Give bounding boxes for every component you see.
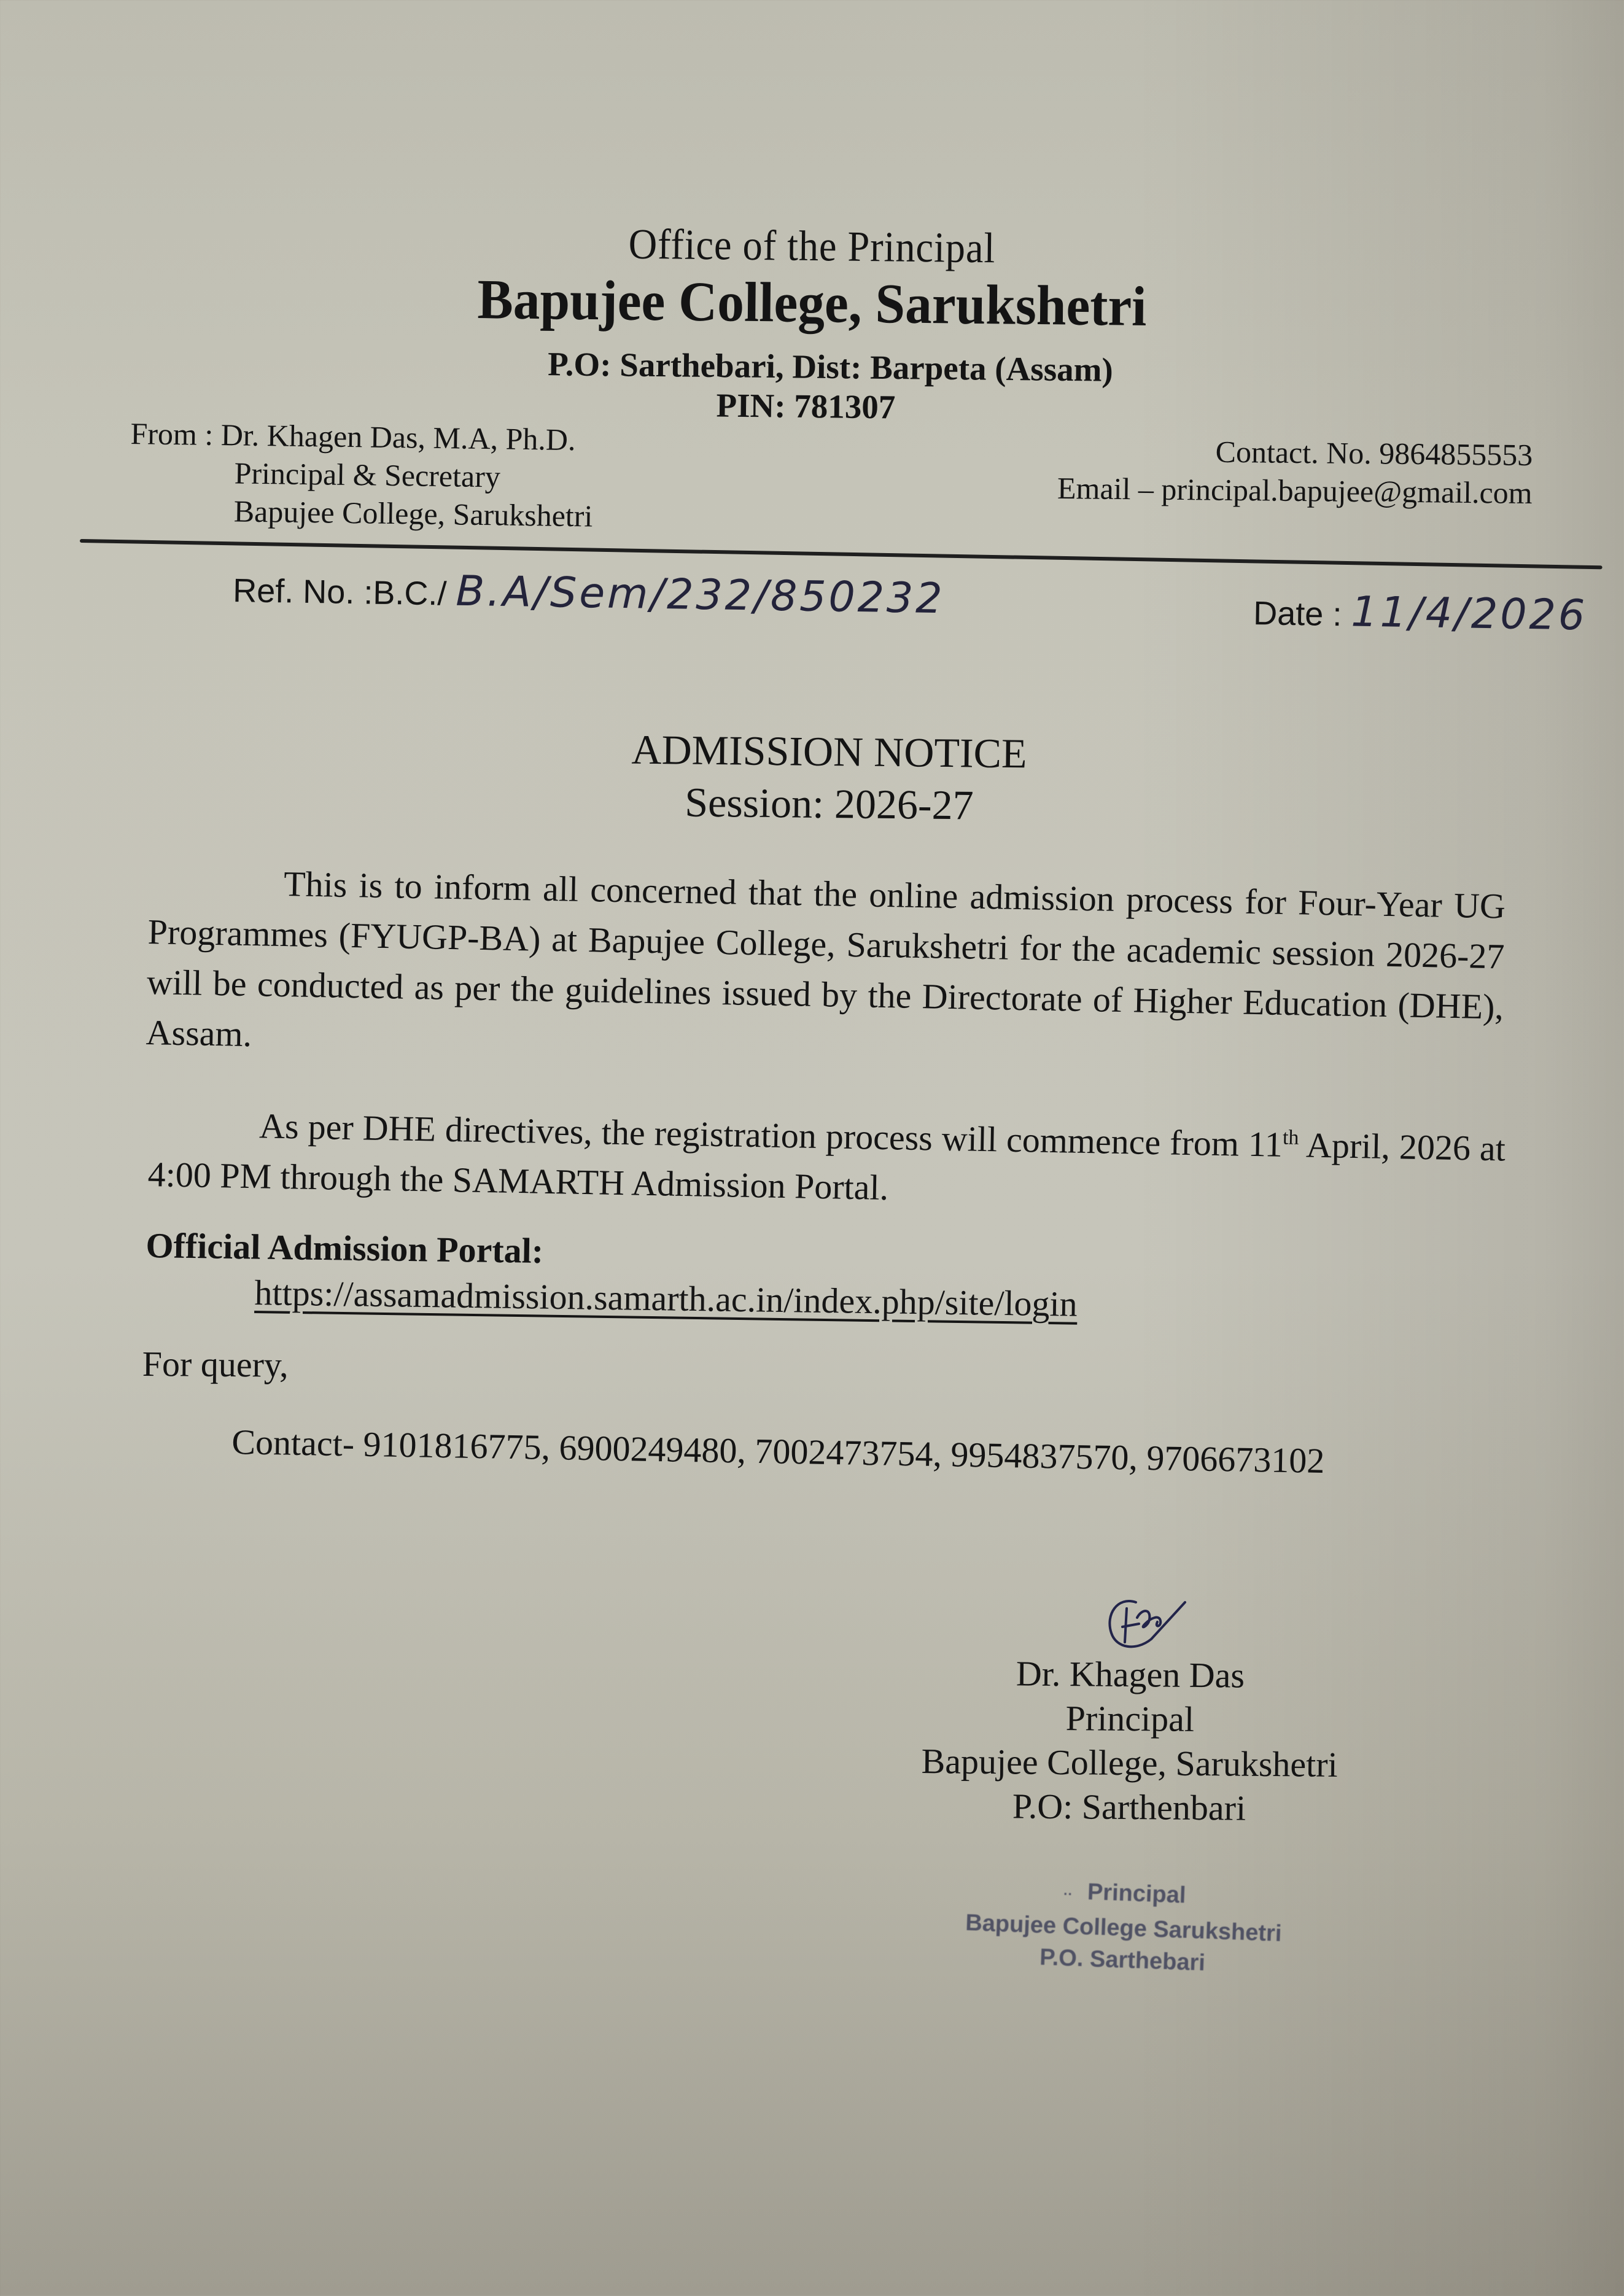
signatory-name: Dr. Khagen Das — [1016, 1653, 1245, 1696]
portal-link[interactable]: https://assamadmission.samarth.ac.in/index.php/site/login — [254, 1273, 1078, 1324]
query-label: For query, — [142, 1344, 289, 1385]
signatory-designation: Principal — [1065, 1698, 1195, 1739]
notice-title: ADMISSION NOTICE — [631, 726, 1027, 777]
notice-session: Session: 2026-27 — [684, 778, 974, 829]
signatory-institution: Bapujee College, Sarukshetri — [921, 1741, 1338, 1785]
date-handwritten-value: 11/4/2026 — [1350, 588, 1588, 640]
reference-number — [233, 564, 945, 623]
paragraph-2-text-continued: April, 2026 at 4:00 PM through the SAMARTH Admission Portal. — [147, 1125, 1506, 1208]
portal-heading: Official Admission Portal: — [146, 1225, 544, 1271]
notice-paragraph-2 — [147, 1099, 1506, 1224]
stamp-line-2: Bapujee College Sarukshetri — [965, 1910, 1283, 1947]
reference-label: Ref. No. :B.C./ — [232, 572, 447, 613]
signatory-block — [884, 1651, 1376, 1832]
office-heading: Office of the Principal — [628, 220, 996, 273]
from-block — [129, 414, 594, 535]
signatory-post-office: P.O: Sarthenbari — [1012, 1786, 1246, 1828]
contact-email: Email – principal.bapujee@gmail.com — [1057, 470, 1533, 510]
query-contact-numbers: Contact- 9101816775, 6900249480, 7002473754, 9954837570, 9706673102 — [231, 1421, 1325, 1481]
from-name: Dr. Khagen Das, M.A, Ph.D. — [220, 417, 576, 457]
signature-icon — [1093, 1590, 1203, 1658]
reference-handwritten-value: B.A/Sem/232/850232 — [455, 567, 946, 624]
stamp-title: Principal — [1087, 1879, 1187, 1909]
from-line — [130, 414, 594, 459]
college-pin: PIN: 781307 — [716, 386, 896, 426]
principal-stamp — [913, 1870, 1334, 1984]
from-institution: Bapujee College, Sarukshetri — [233, 494, 593, 533]
college-name: Bapujee College, Sarukshetri — [477, 267, 1147, 338]
notice-paragraph-1: This is to inform all concerned that the online admission process for Four-Year UG Programmes (FYUGP-BA) at Bapujee College, Sarukshetri for the academic session 2026-27 will be conducted as per the guidelines issued by the Directorate of Higher Education (DHE), Assam. — [146, 864, 1506, 1055]
notice-date — [1253, 586, 1588, 640]
stamp-dots-icon: ·· — [1063, 1886, 1073, 1902]
date-label: Date : — [1253, 594, 1342, 634]
paragraph-2-text: As per DHE directives, the registration process will commence from 11 — [258, 1106, 1283, 1165]
from-designation: Principal & Secretary — [234, 456, 501, 494]
from-label: From : — [130, 416, 214, 452]
stamp-line-3: P.O. Sarthebari — [1039, 1944, 1206, 1976]
contact-phone: Contact. No. 9864855553 — [1215, 434, 1533, 472]
college-address: P.O: Sarthebari, Dist: Barpeta (Assam) — [547, 345, 1114, 389]
ordinal-suffix: th — [1282, 1126, 1299, 1149]
contact-block — [1057, 431, 1533, 512]
